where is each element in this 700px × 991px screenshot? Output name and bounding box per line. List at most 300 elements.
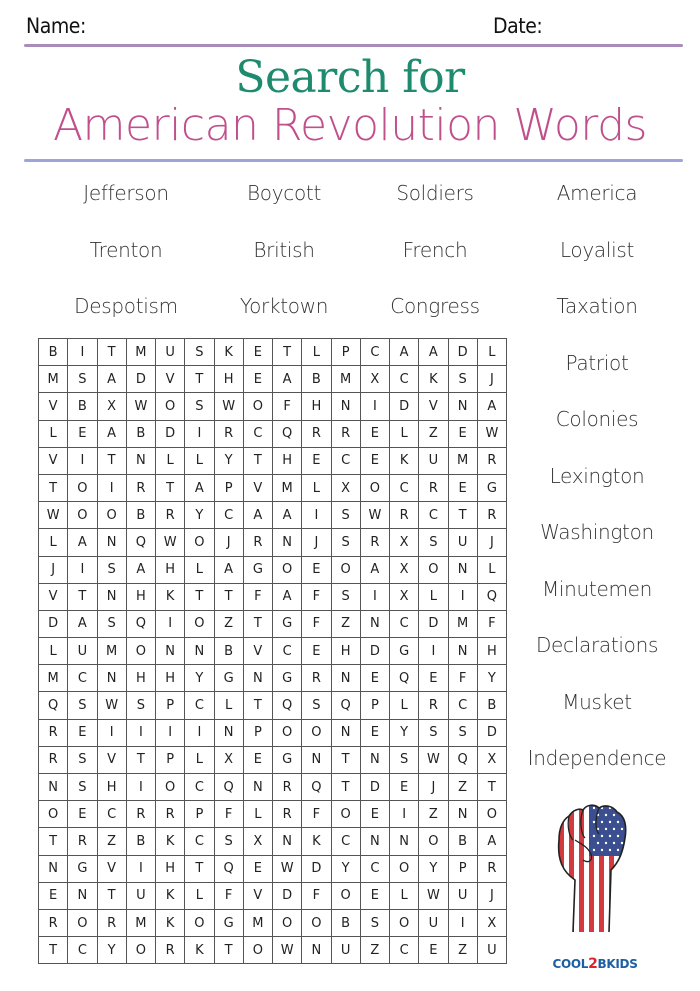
grid-cell[interactable]: D [126, 366, 155, 393]
grid-cell[interactable]: H [477, 638, 506, 665]
grid-cell[interactable]: F [448, 665, 477, 692]
grid-cell[interactable]: M [126, 909, 155, 936]
grid-cell[interactable]: C [185, 828, 214, 855]
grid-cell[interactable]: H [156, 855, 185, 882]
grid-cell[interactable]: D [273, 882, 302, 909]
grid-cell[interactable]: T [331, 774, 360, 801]
grid-cell[interactable]: F [214, 882, 243, 909]
grid-cell[interactable]: J [477, 366, 506, 393]
grid-cell[interactable]: O [185, 529, 214, 556]
grid-cell[interactable]: K [390, 447, 419, 474]
grid-cell[interactable]: C [360, 339, 389, 366]
grid-cell[interactable]: G [214, 909, 243, 936]
grid-cell[interactable]: I [448, 583, 477, 610]
grid-cell[interactable]: T [97, 339, 126, 366]
grid-cell[interactable]: E [448, 474, 477, 501]
grid-cell[interactable]: H [156, 556, 185, 583]
grid-cell[interactable]: K [156, 909, 185, 936]
grid-cell[interactable]: V [39, 447, 68, 474]
grid-cell[interactable]: I [68, 556, 97, 583]
grid-cell[interactable]: R [39, 719, 68, 746]
grid-cell[interactable]: Y [185, 502, 214, 529]
grid-cell[interactable]: T [185, 366, 214, 393]
grid-cell[interactable]: L [185, 882, 214, 909]
grid-cell[interactable]: M [273, 474, 302, 501]
grid-cell[interactable]: L [185, 447, 214, 474]
grid-cell[interactable]: R [302, 665, 331, 692]
grid-cell[interactable]: F [214, 801, 243, 828]
grid-cell[interactable]: L [39, 638, 68, 665]
grid-cell[interactable]: V [419, 393, 448, 420]
grid-cell[interactable]: C [68, 937, 97, 964]
grid-cell[interactable]: N [390, 828, 419, 855]
grid-cell[interactable]: N [68, 882, 97, 909]
grid-cell[interactable]: S [68, 746, 97, 773]
grid-cell[interactable]: B [68, 393, 97, 420]
grid-cell[interactable]: Z [448, 937, 477, 964]
grid-cell[interactable]: D [448, 339, 477, 366]
grid-cell[interactable]: X [214, 746, 243, 773]
grid-cell[interactable]: P [156, 692, 185, 719]
grid-cell[interactable]: M [448, 610, 477, 637]
grid-cell[interactable]: E [39, 882, 68, 909]
grid-cell[interactable]: A [126, 556, 155, 583]
grid-cell[interactable]: E [243, 366, 272, 393]
grid-cell[interactable]: N [97, 529, 126, 556]
grid-cell[interactable]: R [477, 502, 506, 529]
grid-cell[interactable]: Z [360, 937, 389, 964]
grid-cell[interactable]: Y [419, 855, 448, 882]
grid-cell[interactable]: J [302, 529, 331, 556]
grid-cell[interactable]: Y [331, 855, 360, 882]
grid-cell[interactable]: X [390, 583, 419, 610]
grid-cell[interactable]: L [156, 447, 185, 474]
grid-cell[interactable]: F [273, 393, 302, 420]
grid-cell[interactable]: Q [39, 692, 68, 719]
grid-cell[interactable]: N [214, 719, 243, 746]
grid-cell[interactable]: C [390, 474, 419, 501]
grid-cell[interactable]: L [185, 556, 214, 583]
grid-cell[interactable]: J [214, 529, 243, 556]
grid-cell[interactable]: N [97, 665, 126, 692]
grid-cell[interactable]: R [39, 909, 68, 936]
grid-cell[interactable]: L [477, 339, 506, 366]
grid-cell[interactable]: E [360, 447, 389, 474]
grid-cell[interactable]: F [302, 801, 331, 828]
grid-cell[interactable]: T [68, 583, 97, 610]
grid-cell[interactable]: G [214, 665, 243, 692]
grid-cell[interactable]: I [68, 447, 97, 474]
grid-cell[interactable]: W [156, 529, 185, 556]
grid-cell[interactable]: D [156, 420, 185, 447]
grid-cell[interactable]: C [331, 828, 360, 855]
grid-cell[interactable]: U [419, 447, 448, 474]
grid-cell[interactable]: O [185, 909, 214, 936]
grid-cell[interactable]: I [97, 719, 126, 746]
grid-cell[interactable]: P [214, 474, 243, 501]
grid-cell[interactable]: N [448, 638, 477, 665]
grid-cell[interactable]: R [126, 801, 155, 828]
grid-cell[interactable]: N [39, 774, 68, 801]
grid-cell[interactable]: I [185, 719, 214, 746]
grid-cell[interactable]: S [419, 529, 448, 556]
grid-cell[interactable]: T [185, 583, 214, 610]
grid-cell[interactable]: E [360, 719, 389, 746]
grid-cell[interactable]: G [243, 556, 272, 583]
grid-cell[interactable]: L [302, 474, 331, 501]
grid-cell[interactable]: K [156, 828, 185, 855]
grid-cell[interactable]: U [126, 882, 155, 909]
grid-cell[interactable]: N [39, 855, 68, 882]
grid-cell[interactable]: H [126, 665, 155, 692]
grid-cell[interactable]: S [331, 583, 360, 610]
grid-cell[interactable]: R [273, 801, 302, 828]
grid-cell[interactable]: O [68, 909, 97, 936]
grid-cell[interactable]: M [448, 447, 477, 474]
grid-cell[interactable]: S [448, 719, 477, 746]
grid-cell[interactable]: J [419, 774, 448, 801]
grid-cell[interactable]: A [214, 556, 243, 583]
grid-cell[interactable]: Y [185, 665, 214, 692]
grid-cell[interactable]: O [331, 882, 360, 909]
grid-cell[interactable]: E [302, 638, 331, 665]
grid-cell[interactable]: E [419, 937, 448, 964]
grid-cell[interactable]: U [477, 937, 506, 964]
grid-cell[interactable]: E [68, 420, 97, 447]
grid-cell[interactable]: T [185, 855, 214, 882]
grid-cell[interactable]: X [97, 393, 126, 420]
grid-cell[interactable]: F [302, 882, 331, 909]
grid-cell[interactable]: C [390, 366, 419, 393]
grid-cell[interactable]: D [39, 610, 68, 637]
grid-cell[interactable]: Z [214, 610, 243, 637]
grid-cell[interactable]: A [477, 393, 506, 420]
grid-cell[interactable]: N [243, 665, 272, 692]
grid-cell[interactable]: E [243, 855, 272, 882]
grid-cell[interactable]: W [126, 393, 155, 420]
grid-cell[interactable]: C [448, 692, 477, 719]
grid-cell[interactable]: N [156, 638, 185, 665]
grid-cell[interactable]: I [448, 909, 477, 936]
grid-cell[interactable]: C [360, 855, 389, 882]
grid-cell[interactable]: L [477, 556, 506, 583]
grid-cell[interactable]: N [97, 583, 126, 610]
grid-cell[interactable]: P [156, 746, 185, 773]
grid-cell[interactable]: C [331, 447, 360, 474]
grid-cell[interactable]: L [390, 420, 419, 447]
grid-cell[interactable]: U [448, 529, 477, 556]
grid-cell[interactable]: R [477, 855, 506, 882]
grid-cell[interactable]: H [331, 638, 360, 665]
grid-cell[interactable]: V [97, 855, 126, 882]
grid-cell[interactable]: F [302, 610, 331, 637]
grid-cell[interactable]: O [390, 855, 419, 882]
grid-cell[interactable]: I [185, 420, 214, 447]
grid-cell[interactable]: L [185, 746, 214, 773]
grid-cell[interactable]: R [331, 420, 360, 447]
grid-cell[interactable]: G [390, 638, 419, 665]
grid-cell[interactable]: G [273, 610, 302, 637]
grid-cell[interactable]: T [243, 610, 272, 637]
grid-cell[interactable]: O [243, 937, 272, 964]
grid-cell[interactable]: R [477, 447, 506, 474]
grid-cell[interactable]: X [331, 474, 360, 501]
grid-cell[interactable]: D [477, 719, 506, 746]
grid-cell[interactable]: R [419, 692, 448, 719]
grid-cell[interactable]: S [185, 339, 214, 366]
grid-cell[interactable]: W [419, 746, 448, 773]
grid-cell[interactable]: L [214, 692, 243, 719]
grid-cell[interactable]: Q [273, 692, 302, 719]
grid-cell[interactable]: Q [214, 774, 243, 801]
grid-cell[interactable]: I [360, 583, 389, 610]
grid-cell[interactable]: K [156, 882, 185, 909]
grid-cell[interactable]: N [360, 610, 389, 637]
grid-cell[interactable]: S [390, 746, 419, 773]
grid-cell[interactable]: P [331, 339, 360, 366]
grid-cell[interactable]: I [156, 610, 185, 637]
grid-cell[interactable]: U [448, 882, 477, 909]
grid-cell[interactable]: J [477, 882, 506, 909]
grid-cell[interactable]: T [214, 937, 243, 964]
grid-cell[interactable]: R [126, 474, 155, 501]
grid-cell[interactable]: O [273, 556, 302, 583]
grid-cell[interactable]: O [243, 393, 272, 420]
grid-cell[interactable]: I [390, 801, 419, 828]
grid-cell[interactable]: K [302, 828, 331, 855]
grid-cell[interactable]: O [126, 638, 155, 665]
grid-cell[interactable]: S [68, 774, 97, 801]
grid-cell[interactable]: R [302, 420, 331, 447]
grid-cell[interactable]: O [273, 909, 302, 936]
grid-cell[interactable]: R [97, 909, 126, 936]
grid-cell[interactable]: C [390, 937, 419, 964]
grid-cell[interactable]: M [97, 638, 126, 665]
grid-cell[interactable]: C [419, 502, 448, 529]
grid-cell[interactable]: W [419, 882, 448, 909]
grid-cell[interactable]: X [360, 366, 389, 393]
grid-cell[interactable]: X [477, 746, 506, 773]
grid-cell[interactable]: N [331, 393, 360, 420]
grid-cell[interactable]: X [477, 909, 506, 936]
grid-cell[interactable]: T [243, 447, 272, 474]
grid-cell[interactable]: A [273, 502, 302, 529]
grid-cell[interactable]: O [302, 909, 331, 936]
grid-cell[interactable]: N [273, 529, 302, 556]
grid-cell[interactable]: D [302, 855, 331, 882]
grid-cell[interactable]: Z [331, 610, 360, 637]
grid-cell[interactable]: B [126, 420, 155, 447]
grid-cell[interactable]: Z [448, 774, 477, 801]
grid-cell[interactable]: R [273, 774, 302, 801]
grid-cell[interactable]: H [302, 393, 331, 420]
grid-cell[interactable]: W [273, 855, 302, 882]
grid-cell[interactable]: Q [302, 774, 331, 801]
grid-cell[interactable]: H [156, 665, 185, 692]
grid-cell[interactable]: E [419, 665, 448, 692]
grid-cell[interactable]: O [126, 937, 155, 964]
grid-cell[interactable]: H [97, 774, 126, 801]
grid-cell[interactable]: L [302, 339, 331, 366]
grid-cell[interactable]: K [419, 366, 448, 393]
grid-cell[interactable]: X [390, 556, 419, 583]
grid-cell[interactable]: W [39, 502, 68, 529]
grid-cell[interactable]: D [390, 393, 419, 420]
grid-cell[interactable]: L [39, 420, 68, 447]
grid-cell[interactable]: D [360, 638, 389, 665]
grid-cell[interactable]: C [185, 774, 214, 801]
grid-cell[interactable]: P [448, 855, 477, 882]
grid-cell[interactable]: S [68, 692, 97, 719]
grid-cell[interactable]: V [39, 583, 68, 610]
grid-cell[interactable]: I [97, 474, 126, 501]
grid-cell[interactable]: U [156, 339, 185, 366]
grid-cell[interactable]: G [273, 665, 302, 692]
grid-cell[interactable]: R [214, 420, 243, 447]
grid-cell[interactable]: I [126, 855, 155, 882]
grid-cell[interactable]: S [419, 719, 448, 746]
grid-cell[interactable]: O [68, 474, 97, 501]
grid-cell[interactable]: V [243, 638, 272, 665]
grid-cell[interactable]: N [360, 746, 389, 773]
grid-cell[interactable]: E [68, 719, 97, 746]
grid-cell[interactable]: A [419, 339, 448, 366]
grid-cell[interactable]: K [185, 937, 214, 964]
grid-cell[interactable]: P [360, 692, 389, 719]
grid-cell[interactable]: W [360, 502, 389, 529]
grid-cell[interactable]: Q [126, 529, 155, 556]
grid-cell[interactable]: T [156, 474, 185, 501]
grid-cell[interactable]: Q [273, 420, 302, 447]
grid-cell[interactable]: I [156, 719, 185, 746]
grid-cell[interactable]: S [97, 556, 126, 583]
grid-cell[interactable]: N [273, 828, 302, 855]
grid-cell[interactable]: N [360, 828, 389, 855]
grid-cell[interactable]: T [97, 882, 126, 909]
grid-cell[interactable]: E [302, 447, 331, 474]
grid-cell[interactable]: S [331, 529, 360, 556]
grid-cell[interactable]: B [448, 828, 477, 855]
grid-cell[interactable]: R [39, 746, 68, 773]
grid-cell[interactable]: U [68, 638, 97, 665]
grid-cell[interactable]: E [68, 801, 97, 828]
grid-cell[interactable]: Q [214, 855, 243, 882]
grid-cell[interactable]: V [243, 882, 272, 909]
grid-cell[interactable]: G [68, 855, 97, 882]
grid-cell[interactable]: U [419, 909, 448, 936]
grid-cell[interactable]: P [243, 719, 272, 746]
grid-cell[interactable]: T [39, 937, 68, 964]
grid-cell[interactable]: B [477, 692, 506, 719]
grid-cell[interactable]: R [156, 502, 185, 529]
grid-cell[interactable]: R [390, 502, 419, 529]
grid-cell[interactable]: F [243, 583, 272, 610]
grid-cell[interactable]: D [360, 774, 389, 801]
grid-cell[interactable]: E [360, 420, 389, 447]
grid-cell[interactable]: Z [97, 828, 126, 855]
grid-cell[interactable]: Q [331, 692, 360, 719]
grid-cell[interactable]: T [477, 774, 506, 801]
grid-cell[interactable]: M [243, 909, 272, 936]
grid-cell[interactable]: P [185, 801, 214, 828]
grid-cell[interactable]: V [39, 393, 68, 420]
grid-cell[interactable]: S [126, 692, 155, 719]
grid-cell[interactable]: H [273, 447, 302, 474]
grid-cell[interactable]: S [302, 692, 331, 719]
grid-cell[interactable]: D [419, 610, 448, 637]
grid-cell[interactable]: N [185, 638, 214, 665]
grid-cell[interactable]: E [360, 801, 389, 828]
grid-cell[interactable]: O [477, 801, 506, 828]
grid-cell[interactable]: N [331, 719, 360, 746]
grid-cell[interactable]: O [97, 502, 126, 529]
grid-cell[interactable]: T [39, 828, 68, 855]
grid-cell[interactable]: N [331, 665, 360, 692]
grid-cell[interactable]: O [360, 474, 389, 501]
grid-cell[interactable]: O [419, 556, 448, 583]
grid-cell[interactable]: W [273, 937, 302, 964]
grid-cell[interactable]: Q [390, 665, 419, 692]
grid-cell[interactable]: A [68, 610, 97, 637]
grid-cell[interactable]: G [477, 474, 506, 501]
grid-cell[interactable]: N [302, 937, 331, 964]
grid-cell[interactable]: A [97, 420, 126, 447]
grid-cell[interactable]: K [156, 583, 185, 610]
grid-cell[interactable]: R [243, 529, 272, 556]
grid-cell[interactable]: I [68, 339, 97, 366]
grid-cell[interactable]: H [214, 366, 243, 393]
grid-cell[interactable]: A [360, 556, 389, 583]
grid-cell[interactable]: Y [390, 719, 419, 746]
grid-cell[interactable]: M [39, 665, 68, 692]
grid-cell[interactable]: C [185, 692, 214, 719]
grid-cell[interactable]: S [68, 366, 97, 393]
grid-cell[interactable]: N [448, 393, 477, 420]
grid-cell[interactable]: O [419, 828, 448, 855]
grid-cell[interactable]: O [68, 502, 97, 529]
grid-cell[interactable]: A [68, 529, 97, 556]
grid-cell[interactable]: E [243, 746, 272, 773]
grid-cell[interactable]: Y [97, 937, 126, 964]
grid-cell[interactable]: O [390, 909, 419, 936]
grid-cell[interactable]: Z [419, 801, 448, 828]
grid-cell[interactable]: Z [419, 420, 448, 447]
grid-cell[interactable]: M [126, 339, 155, 366]
grid-cell[interactable]: N [448, 556, 477, 583]
grid-cell[interactable]: I [126, 774, 155, 801]
grid-cell[interactable]: T [126, 746, 155, 773]
grid-cell[interactable]: X [390, 529, 419, 556]
grid-cell[interactable]: L [390, 692, 419, 719]
grid-cell[interactable]: C [68, 665, 97, 692]
grid-cell[interactable]: E [448, 420, 477, 447]
grid-cell[interactable]: W [97, 692, 126, 719]
grid-cell[interactable]: C [390, 610, 419, 637]
grid-cell[interactable]: O [273, 719, 302, 746]
grid-cell[interactable]: N [448, 801, 477, 828]
grid-cell[interactable]: O [156, 774, 185, 801]
grid-cell[interactable]: Q [448, 746, 477, 773]
grid-cell[interactable]: C [214, 502, 243, 529]
grid-cell[interactable]: M [331, 366, 360, 393]
grid-cell[interactable]: E [302, 556, 331, 583]
grid-cell[interactable]: T [331, 746, 360, 773]
grid-cell[interactable]: A [243, 502, 272, 529]
grid-cell[interactable]: R [360, 529, 389, 556]
grid-cell[interactable]: J [39, 556, 68, 583]
grid-cell[interactable]: I [126, 719, 155, 746]
grid-cell[interactable]: R [156, 937, 185, 964]
